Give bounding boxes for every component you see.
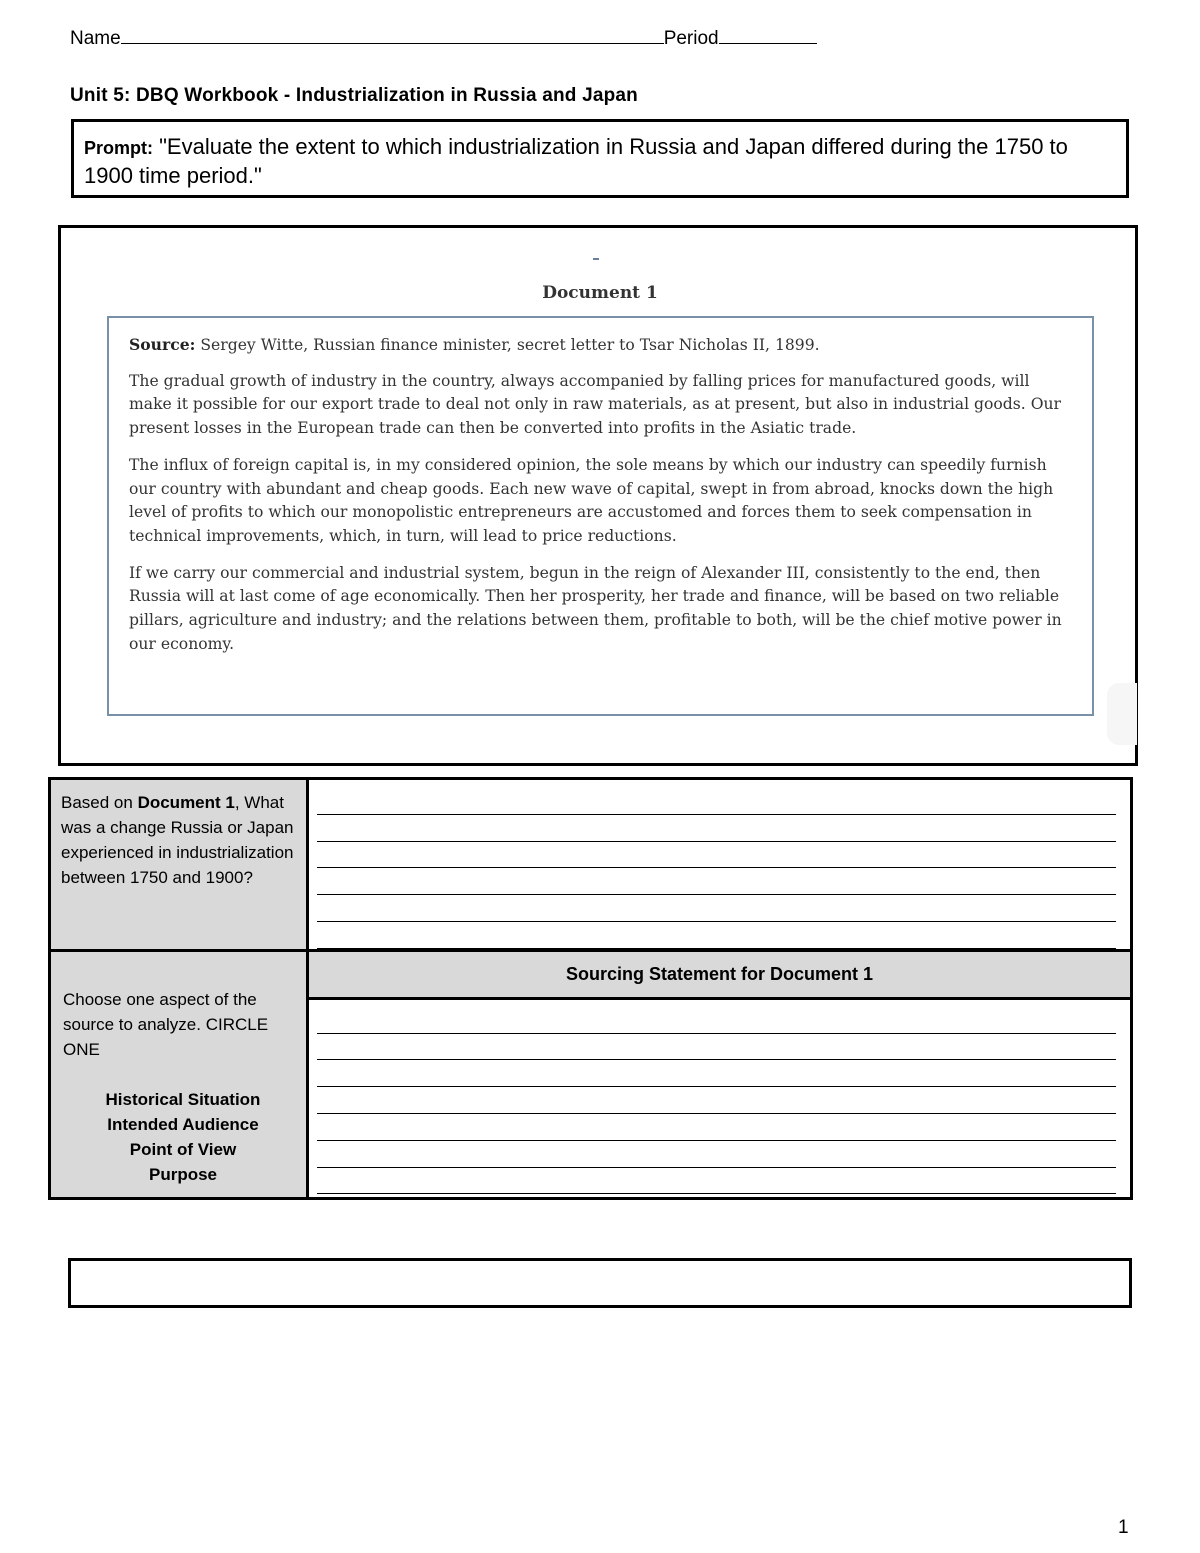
answer-line[interactable] bbox=[317, 815, 1116, 842]
decorative-dash bbox=[593, 258, 599, 260]
empty-answer-box[interactable] bbox=[68, 1258, 1132, 1308]
sourcing-instruction-cell bbox=[50, 950, 308, 1198]
page-number: 1 bbox=[1118, 1517, 1129, 1538]
question-cell bbox=[50, 779, 308, 951]
sourcing-line[interactable] bbox=[317, 1060, 1116, 1087]
prompt-text: "Evaluate the extent to which industrialization in Russia and Japan differed during the 1750 to 1900 time period." bbox=[84, 134, 1068, 188]
answer-line[interactable] bbox=[317, 895, 1116, 922]
excerpt-paragraph-1: The gradual growth of industry in the country, always accompanied by falling prices for manufactured goods, will make it possible for our export trade to deal not only in raw materials, as at present, but also in industrial goods. Our present losses in the European trade can then be converted into profits in the Asiatic trade. bbox=[129, 371, 1061, 438]
excerpt-paragraph-3: If we carry our commercial and industrial system, begun in the reign of Alexander III, consistently to the end, then Russia will at last come of age economically. Then her prosperity, her trade and finance, will be based on two reliable pillars, agriculture and industry; and the relations between them, profitable to both, will be the chief motive power in our economy. bbox=[129, 563, 1062, 653]
sourcing-row bbox=[50, 950, 1132, 1198]
scroll-handle bbox=[1107, 683, 1137, 745]
sourcing-line[interactable] bbox=[317, 1168, 1116, 1195]
source-citation: Sergey Witte, Russian finance minister, secret letter to Tsar Nicholas II, 1899. bbox=[200, 336, 820, 354]
sourcing-line[interactable] bbox=[317, 1034, 1116, 1061]
sourcing-line[interactable] bbox=[317, 1007, 1116, 1034]
sourcing-line[interactable] bbox=[317, 1114, 1116, 1141]
sourcing-instruction: Choose one aspect of the source to analyze. CIRCLE ONE bbox=[63, 989, 269, 1059]
answer-line[interactable] bbox=[317, 922, 1116, 949]
circle-options bbox=[63, 1087, 303, 1187]
answer-area[interactable] bbox=[308, 779, 1132, 951]
question-row bbox=[50, 779, 1132, 951]
question-prefix: Based on bbox=[61, 793, 138, 812]
option-purpose[interactable]: Purpose bbox=[148, 1164, 218, 1184]
name-period-line bbox=[70, 27, 817, 50]
question-doc-ref: Document 1 bbox=[137, 793, 235, 812]
worksheet-table bbox=[48, 777, 1133, 1200]
document-heading: Document 1 bbox=[542, 283, 658, 303]
source-label: Source: bbox=[129, 335, 196, 354]
name-blank[interactable] bbox=[121, 27, 664, 44]
excerpt-paragraph-2: The influx of foreign capital is, in my considered opinion, the sole means by which our industry can speedily furnish our country with abundant and cheap goods. Each new wave of capital, swept in from abroad, knocks down the high level of profits to which our monopolistic entrepreneurs are accustomed and forces them to seek compensation in technical improvements, which, in turn, will lead to price reductions. bbox=[129, 455, 1054, 545]
period-label: Period bbox=[663, 28, 719, 49]
option-point-of-view[interactable]: Point of View bbox=[129, 1139, 237, 1159]
question-suffix: , What was a change Russia or Japan experienced in industrialization between 1750 and 1900? bbox=[61, 793, 294, 887]
sourcing-header: Sourcing Statement for Document 1 bbox=[309, 952, 1130, 1000]
option-historical-situation[interactable]: Historical Situation bbox=[105, 1089, 261, 1109]
answer-line[interactable] bbox=[317, 788, 1116, 815]
sourcing-line[interactable] bbox=[317, 1141, 1116, 1168]
prompt-box bbox=[71, 119, 1129, 198]
option-intended-audience[interactable]: Intended Audience bbox=[107, 1114, 259, 1134]
answer-line[interactable] bbox=[317, 868, 1116, 895]
sourcing-line[interactable] bbox=[317, 1087, 1116, 1114]
sourcing-answer-area[interactable] bbox=[308, 950, 1132, 1198]
source-line bbox=[129, 333, 1072, 358]
source-excerpt bbox=[107, 316, 1094, 716]
name-label: Name bbox=[70, 28, 121, 49]
prompt-label: Prompt: bbox=[84, 138, 153, 158]
answer-line[interactable] bbox=[317, 842, 1116, 869]
period-blank[interactable] bbox=[719, 27, 817, 44]
page-title: Unit 5: DBQ Workbook - Industrialization in Russia and Japan bbox=[70, 85, 638, 106]
